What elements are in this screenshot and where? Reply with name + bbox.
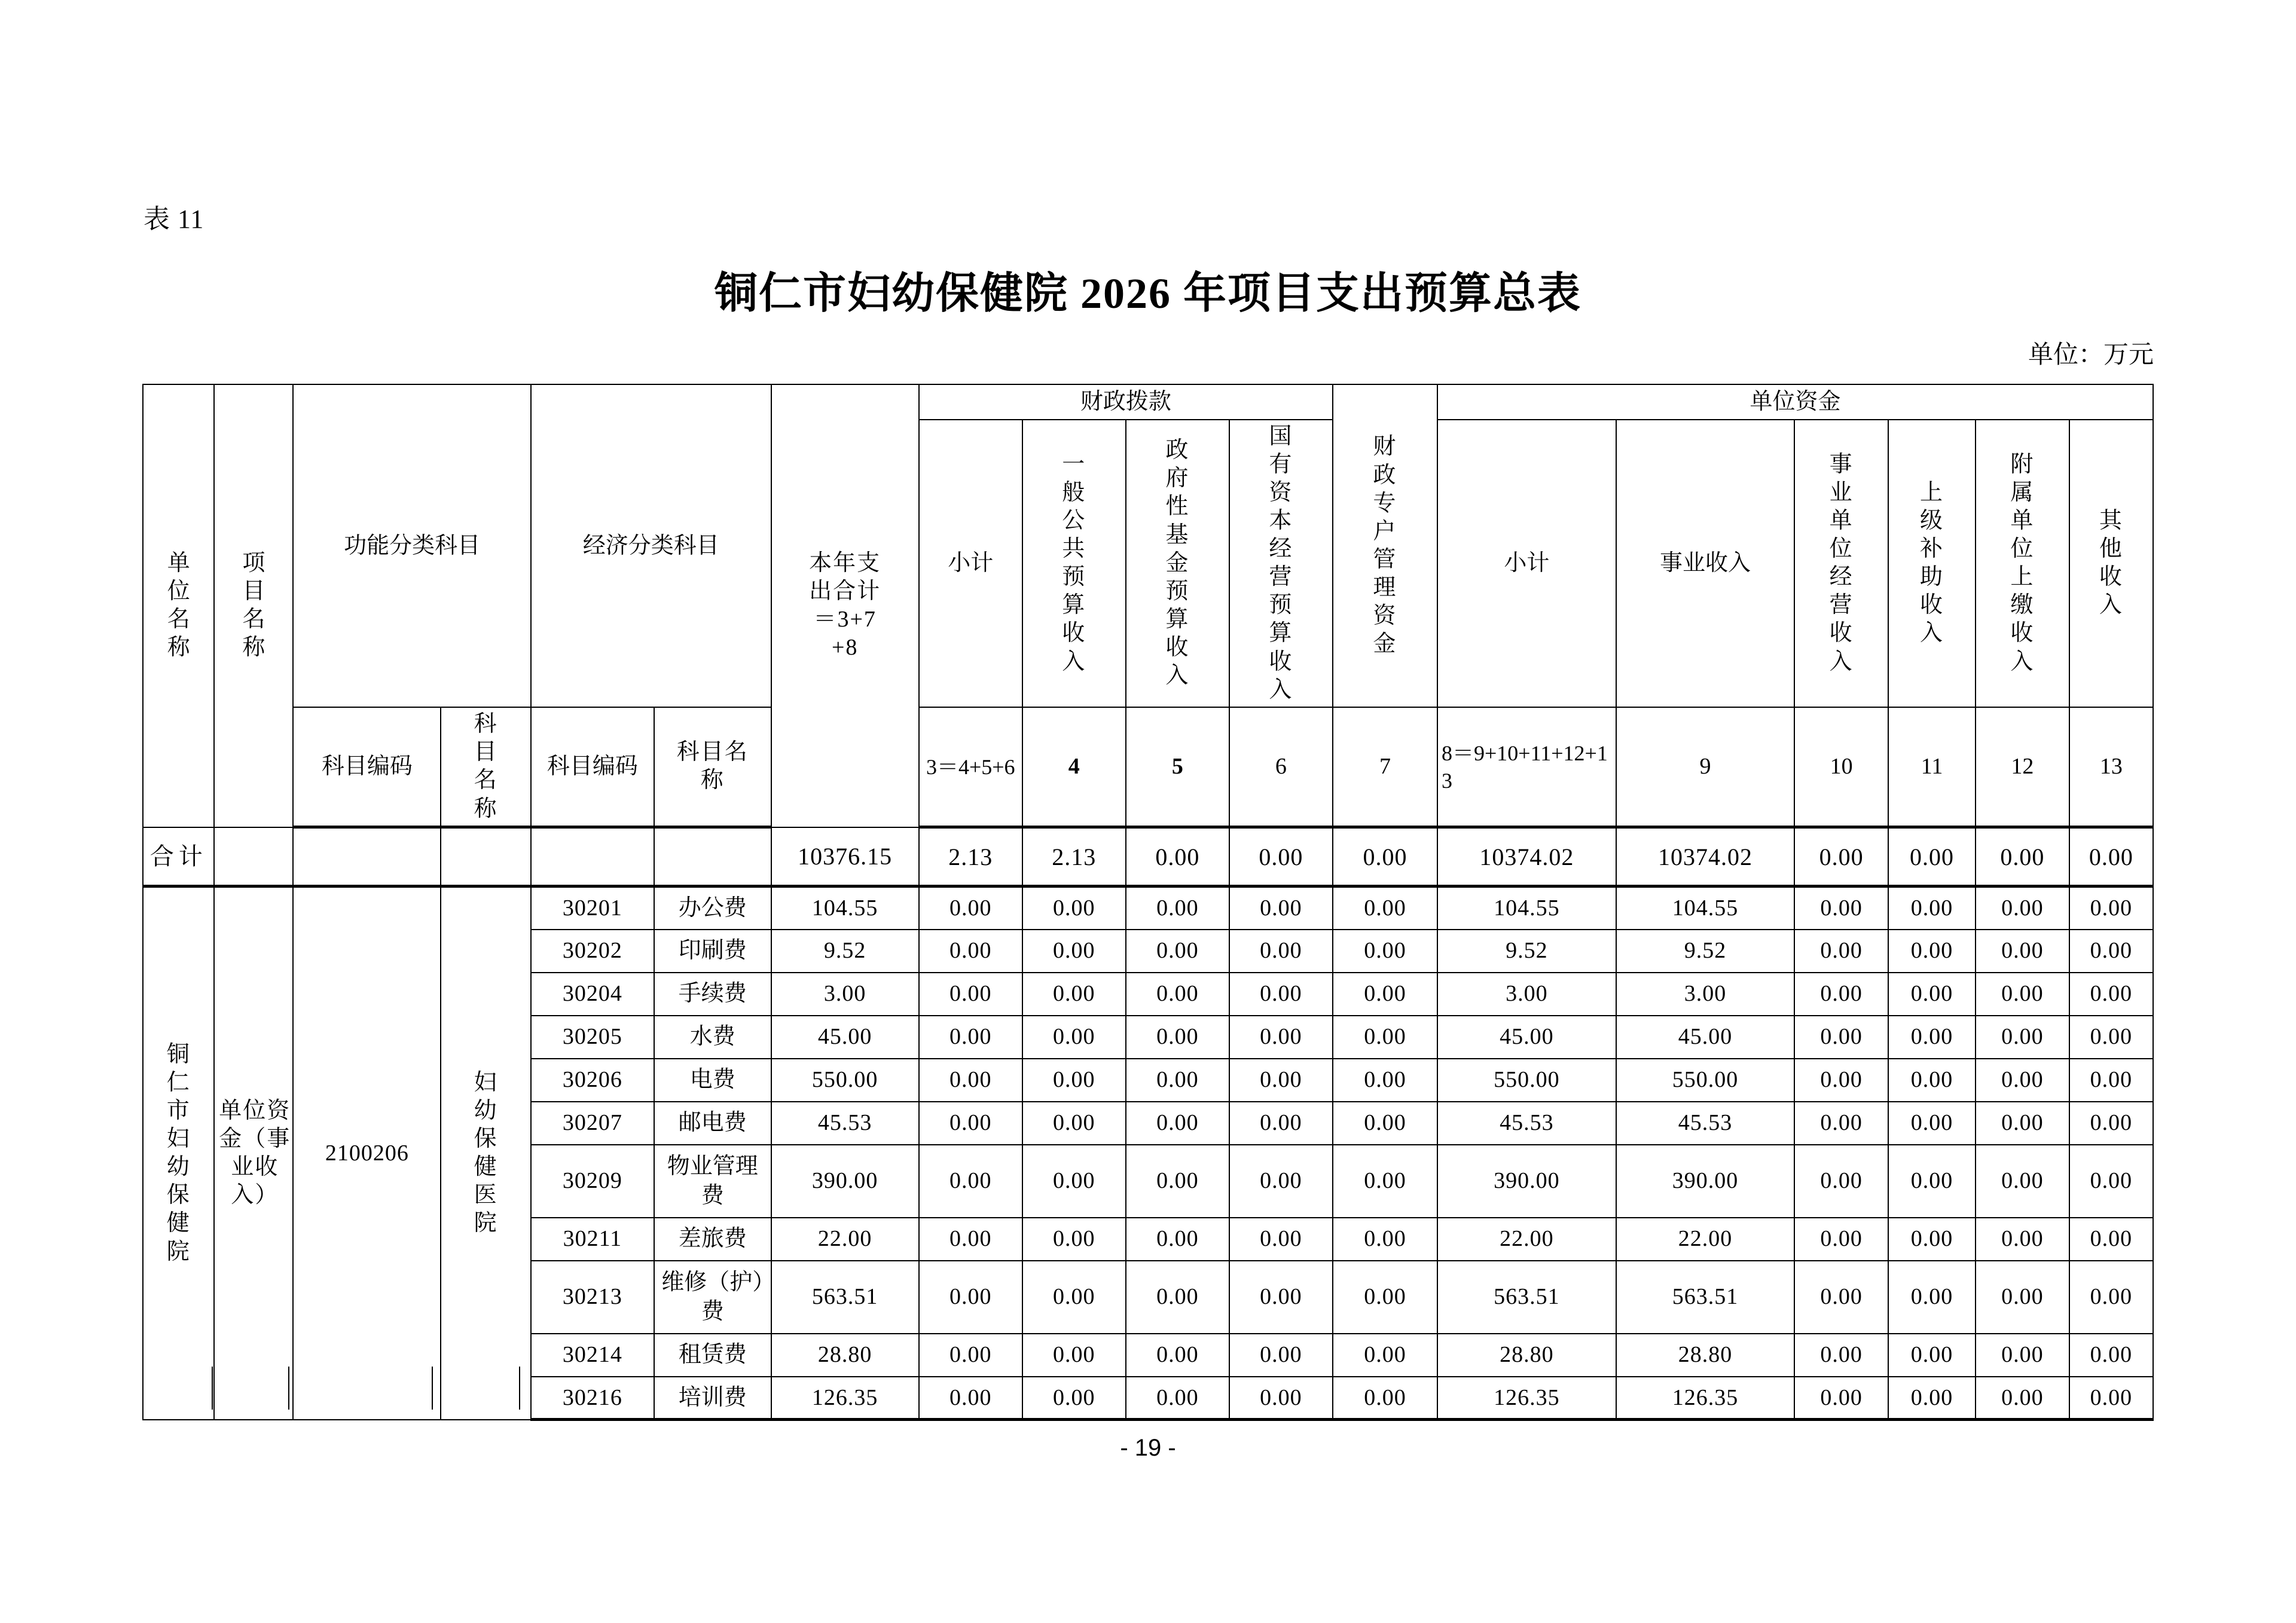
cell-econ-name: 邮电费 xyxy=(654,1102,771,1145)
cell-econ-name: 培训费 xyxy=(654,1377,771,1420)
cell-business-operating: 0.00 xyxy=(1794,1218,1888,1261)
cell-other-income: 0.00 xyxy=(2069,1334,2153,1377)
cell-superior-subsidy: 0.00 xyxy=(1888,1145,1976,1218)
cell-superior-subsidy: 0.00 xyxy=(1888,887,1976,930)
cell-other-income: 0.00 xyxy=(2069,973,2153,1016)
cell-state-capital: 0.00 xyxy=(1229,1334,1333,1377)
cell-business-income: 9.52 xyxy=(1616,930,1795,973)
cell-fiscal-subtotal: 0.00 xyxy=(919,1261,1022,1334)
th-fiscal-special xyxy=(1333,384,1437,707)
cell-econ-name: 物业管理费 xyxy=(654,1145,771,1218)
cell-business-income: 563.51 xyxy=(1616,1261,1795,1334)
cell-econ-name: 电费 xyxy=(654,1059,771,1102)
th-general-public-label: 一般公共预算收入 xyxy=(1062,451,1086,674)
cell-fiscal-special: 0.00 xyxy=(1333,1218,1437,1261)
th-group-fiscal-label: 财政拨款 xyxy=(1080,389,1171,414)
cell-state-capital: 0.00 xyxy=(1229,973,1333,1016)
cell-affiliated-paid: 0.00 xyxy=(1976,1102,2069,1145)
cell-econ-code: 30209 xyxy=(531,1145,654,1218)
cell-year-total: 45.00 xyxy=(771,1016,919,1059)
cell-econ-code: 30201 xyxy=(531,887,654,930)
cell-state-capital: 0.00 xyxy=(1229,1145,1333,1218)
cell-fiscal-subtotal: 0.00 xyxy=(919,1218,1022,1261)
cell-general-public: 0.00 xyxy=(1022,1218,1126,1261)
th-num-unit-subtotal: 8＝9+10+11+12+13 xyxy=(1437,707,1616,827)
cell-econ-name: 手续费 xyxy=(654,973,771,1016)
cell-year-total: 126.35 xyxy=(771,1377,919,1420)
total-row-year-total: 10376.15 xyxy=(771,827,919,887)
th-num-superior-subsidy: 11 xyxy=(1888,707,1976,827)
th-affiliated-paid-label: 附属单位上缴收入 xyxy=(2010,451,2035,674)
table-header xyxy=(143,384,2153,827)
th-num-fiscal-special: 7 xyxy=(1333,707,1437,827)
cell-general-public: 0.00 xyxy=(1022,930,1126,973)
cell-gov-fund: 0.00 xyxy=(1126,887,1229,930)
cell-affiliated-paid: 0.00 xyxy=(1976,1016,2069,1059)
cell-business-income: 390.00 xyxy=(1616,1145,1795,1218)
total-row-unit-subtotal: 10374.02 xyxy=(1437,827,1616,887)
cell-fiscal-special: 0.00 xyxy=(1333,973,1437,1016)
cell-other-income: 0.00 xyxy=(2069,1102,2153,1145)
th-num-business-operating: 10 xyxy=(1794,707,1888,827)
budget-table-wrap xyxy=(142,384,2154,1421)
header-row-numbering xyxy=(143,707,2153,827)
cell-econ-code: 30216 xyxy=(531,1377,654,1420)
cell-general-public: 0.00 xyxy=(1022,1145,1126,1218)
th-unit-name-label: 单位名称 xyxy=(167,550,191,661)
cell-econ-name: 水费 xyxy=(654,1016,771,1059)
th-business-operating xyxy=(1794,420,1888,708)
th-econ-name xyxy=(654,707,771,827)
th-fiscal-subtotal xyxy=(919,420,1022,708)
cell-unit-subtotal: 22.00 xyxy=(1437,1218,1616,1261)
th-econ-code-label: 科目编码 xyxy=(546,754,638,780)
table-body xyxy=(143,827,2153,1420)
total-row-fiscal-subtotal: 2.13 xyxy=(919,827,1022,887)
cell-business-operating: 0.00 xyxy=(1794,887,1888,930)
cell-econ-code: 30207 xyxy=(531,1102,654,1145)
cell-fiscal-special: 0.00 xyxy=(1333,1016,1437,1059)
th-affiliated-paid xyxy=(1976,420,2069,708)
cell-other-income: 0.00 xyxy=(2069,1377,2153,1420)
cell-unit-subtotal: 45.53 xyxy=(1437,1102,1616,1145)
cell-superior-subsidy: 0.00 xyxy=(1888,930,1976,973)
cell-unit-subtotal: 3.00 xyxy=(1437,973,1616,1016)
total-row-affiliated-paid: 0.00 xyxy=(1976,827,2069,887)
th-num-state-capital: 6 xyxy=(1229,707,1333,827)
cell-econ-code: 30204 xyxy=(531,973,654,1016)
unit-note: 单位：万元 xyxy=(2028,341,2154,369)
cell-other-income: 0.00 xyxy=(2069,887,2153,930)
total-row-function-name xyxy=(441,827,530,887)
stub-column-tails xyxy=(142,1367,818,1410)
cell-other-income: 0.00 xyxy=(2069,1145,2153,1218)
th-state-capital xyxy=(1229,420,1333,708)
page-title: 铜仁市妇幼保健院 2026 年项目支出预算总表 xyxy=(714,270,1581,317)
cell-year-total: 550.00 xyxy=(771,1059,919,1102)
cell-superior-subsidy: 0.00 xyxy=(1888,1102,1976,1145)
table-row xyxy=(143,887,2153,930)
cell-year-total: 45.53 xyxy=(771,1102,919,1145)
cell-econ-code: 30202 xyxy=(531,930,654,973)
th-general-public xyxy=(1022,420,1126,708)
th-group-economic-label: 经济分类科目 xyxy=(582,533,719,558)
cell-other-income: 0.00 xyxy=(2069,1261,2153,1334)
cell-gov-fund: 0.00 xyxy=(1126,930,1229,973)
cell-year-total: 9.52 xyxy=(771,930,919,973)
th-unit-subtotal-label: 小计 xyxy=(1504,551,1550,576)
cell-fiscal-special: 0.00 xyxy=(1333,1261,1437,1334)
cell-business-operating: 0.00 xyxy=(1794,973,1888,1016)
cell-gov-fund: 0.00 xyxy=(1126,1059,1229,1102)
cell-affiliated-paid: 0.00 xyxy=(1976,973,2069,1016)
th-business-income-label: 事业收入 xyxy=(1660,551,1751,576)
th-group-unit-funds-label: 单位资金 xyxy=(1750,389,1841,414)
cell-econ-code: 30213 xyxy=(531,1261,654,1334)
th-num-affiliated-paid: 12 xyxy=(1976,707,2069,827)
cell-project-name-label: 单位资金（事业收入） xyxy=(219,1098,291,1208)
cell-state-capital: 0.00 xyxy=(1229,887,1333,930)
cell-business-income: 126.35 xyxy=(1616,1377,1795,1420)
th-other-income-label: 其他收入 xyxy=(2099,508,2123,618)
th-superior-subsidy xyxy=(1888,420,1976,708)
cell-superior-subsidy: 0.00 xyxy=(1888,1377,1976,1420)
cell-econ-name: 维修（护）费 xyxy=(654,1261,771,1334)
th-unit-name xyxy=(143,384,214,827)
cell-fiscal-special: 0.00 xyxy=(1333,1145,1437,1218)
cell-general-public: 0.00 xyxy=(1022,1377,1126,1420)
cell-year-total: 390.00 xyxy=(771,1145,919,1218)
cell-econ-name: 办公费 xyxy=(654,887,771,930)
cell-econ-name: 差旅费 xyxy=(654,1218,771,1261)
th-num-other-income: 13 xyxy=(2069,707,2153,827)
cell-business-income: 22.00 xyxy=(1616,1218,1795,1261)
cell-econ-code: 30206 xyxy=(531,1059,654,1102)
cell-state-capital: 0.00 xyxy=(1229,1218,1333,1261)
cell-econ-name: 印刷费 xyxy=(654,930,771,973)
cell-year-total: 3.00 xyxy=(771,973,919,1016)
cell-superior-subsidy: 0.00 xyxy=(1888,973,1976,1016)
cell-function-name-label: 妇幼保健医院 xyxy=(474,1069,498,1236)
cell-business-operating: 0.00 xyxy=(1794,1059,1888,1102)
th-econ-name-label: 科目名称 xyxy=(676,739,749,793)
total-row-project-name xyxy=(214,827,293,887)
cell-unit-subtotal: 9.52 xyxy=(1437,930,1616,973)
cell-fiscal-special: 0.00 xyxy=(1333,930,1437,973)
cell-affiliated-paid: 0.00 xyxy=(1976,1377,2069,1420)
cell-affiliated-paid: 0.00 xyxy=(1976,887,2069,930)
cell-business-operating: 0.00 xyxy=(1794,1334,1888,1377)
cell-gov-fund: 0.00 xyxy=(1126,973,1229,1016)
cell-econ-code: 30211 xyxy=(531,1218,654,1261)
cell-other-income: 0.00 xyxy=(2069,930,2153,973)
cell-superior-subsidy: 0.00 xyxy=(1888,1218,1976,1261)
th-group-economic xyxy=(531,384,771,707)
cell-year-total: 563.51 xyxy=(771,1261,919,1334)
cell-business-income: 45.00 xyxy=(1616,1016,1795,1059)
cell-business-income: 28.80 xyxy=(1616,1334,1795,1377)
cell-fiscal-subtotal: 0.00 xyxy=(919,1377,1022,1420)
th-gov-fund xyxy=(1126,420,1229,708)
total-row-general-public: 2.13 xyxy=(1022,827,1126,887)
cell-unit-name xyxy=(143,887,214,1420)
cell-year-total: 104.55 xyxy=(771,887,919,930)
cell-fiscal-subtotal: 0.00 xyxy=(919,1334,1022,1377)
page-number: - 19 - xyxy=(1120,1435,1176,1461)
cell-state-capital: 0.00 xyxy=(1229,1059,1333,1102)
th-project-name xyxy=(214,384,293,827)
table-label: 表 11 xyxy=(144,204,204,234)
total-row-function-code xyxy=(293,827,441,887)
total-row-business-income: 10374.02 xyxy=(1616,827,1795,887)
cell-year-total: 22.00 xyxy=(771,1218,919,1261)
cell-function-code: 2100206 xyxy=(293,887,441,1420)
total-row-business-operating: 0.00 xyxy=(1794,827,1888,887)
cell-business-income: 45.53 xyxy=(1616,1102,1795,1145)
cell-superior-subsidy: 0.00 xyxy=(1888,1334,1976,1377)
th-fiscal-subtotal-label: 小计 xyxy=(948,551,994,576)
cell-fiscal-subtotal: 0.00 xyxy=(919,1059,1022,1102)
total-row-label: 合计 xyxy=(143,827,214,887)
cell-affiliated-paid: 0.00 xyxy=(1976,1218,2069,1261)
cell-project-name xyxy=(214,887,293,1420)
cell-general-public: 0.00 xyxy=(1022,1016,1126,1059)
cell-fiscal-subtotal: 0.00 xyxy=(919,1145,1022,1218)
cell-general-public: 0.00 xyxy=(1022,973,1126,1016)
cell-general-public: 0.00 xyxy=(1022,1059,1126,1102)
th-year-total-label: 本年支出合计＝3+7+8 xyxy=(809,550,881,661)
cell-unit-subtotal: 28.80 xyxy=(1437,1334,1616,1377)
cell-state-capital: 0.00 xyxy=(1229,1261,1333,1334)
cell-unit-subtotal: 563.51 xyxy=(1437,1261,1616,1334)
th-group-function xyxy=(293,384,531,707)
th-business-income xyxy=(1616,420,1795,708)
th-function-code-label: 科目编码 xyxy=(321,754,413,780)
cell-unit-subtotal: 104.55 xyxy=(1437,887,1616,930)
cell-affiliated-paid: 0.00 xyxy=(1976,1059,2069,1102)
cell-business-income: 550.00 xyxy=(1616,1059,1795,1102)
cell-fiscal-subtotal: 0.00 xyxy=(919,930,1022,973)
cell-unit-name-label: 铜仁市妇幼保健院 xyxy=(166,1041,191,1264)
th-other-income xyxy=(2069,420,2153,708)
cell-gov-fund: 0.00 xyxy=(1126,1261,1229,1334)
cell-affiliated-paid: 0.00 xyxy=(1976,1145,2069,1218)
cell-business-operating: 0.00 xyxy=(1794,1145,1888,1218)
th-superior-subsidy-label: 上级补助收入 xyxy=(1920,479,1944,646)
cell-econ-name: 租赁费 xyxy=(654,1334,771,1377)
cell-fiscal-special: 0.00 xyxy=(1333,1102,1437,1145)
th-function-code xyxy=(293,707,441,827)
cell-fiscal-special: 0.00 xyxy=(1333,1059,1437,1102)
cell-other-income: 0.00 xyxy=(2069,1059,2153,1102)
cell-econ-code: 30214 xyxy=(531,1334,654,1377)
cell-unit-subtotal: 550.00 xyxy=(1437,1059,1616,1102)
cell-econ-code: 30205 xyxy=(531,1016,654,1059)
th-year-total xyxy=(771,384,919,827)
th-group-function-label: 功能分类科目 xyxy=(344,533,481,558)
cell-other-income: 0.00 xyxy=(2069,1016,2153,1059)
cell-general-public: 0.00 xyxy=(1022,1102,1126,1145)
th-project-name-label: 项目名称 xyxy=(242,550,267,661)
th-gov-fund-label: 政府性基金预算收入 xyxy=(1165,438,1190,689)
cell-year-total: 28.80 xyxy=(771,1334,919,1377)
th-state-capital-label: 国有资本经营预算收入 xyxy=(1269,423,1293,702)
cell-business-operating: 0.00 xyxy=(1794,1377,1888,1420)
th-unit-subtotal xyxy=(1437,420,1616,708)
cell-general-public: 0.00 xyxy=(1022,1334,1126,1377)
cell-function-name xyxy=(441,887,530,1420)
cell-other-income: 0.00 xyxy=(2069,1218,2153,1261)
header-row-groups xyxy=(143,384,2153,420)
cell-fiscal-special: 0.00 xyxy=(1333,1377,1437,1420)
cell-fiscal-subtotal: 0.00 xyxy=(919,887,1022,930)
cell-affiliated-paid: 0.00 xyxy=(1976,1261,2069,1334)
cell-general-public: 0.00 xyxy=(1022,887,1126,930)
th-function-name-label: 科目名称 xyxy=(474,711,498,821)
cell-fiscal-subtotal: 0.00 xyxy=(919,1102,1022,1145)
total-row-fiscal-special: 0.00 xyxy=(1333,827,1437,887)
cell-gov-fund: 0.00 xyxy=(1126,1218,1229,1261)
cell-state-capital: 0.00 xyxy=(1229,1016,1333,1059)
cell-business-operating: 0.00 xyxy=(1794,930,1888,973)
cell-superior-subsidy: 0.00 xyxy=(1888,1261,1976,1334)
th-business-operating-label: 事业单位经营收入 xyxy=(1829,451,1854,674)
total-row-state-capital: 0.00 xyxy=(1229,827,1333,887)
cell-state-capital: 0.00 xyxy=(1229,1377,1333,1420)
th-num-gov-fund: 5 xyxy=(1126,707,1229,827)
cell-unit-subtotal: 390.00 xyxy=(1437,1145,1616,1218)
total-row xyxy=(143,827,2153,887)
cell-unit-subtotal: 45.00 xyxy=(1437,1016,1616,1059)
cell-business-operating: 0.00 xyxy=(1794,1261,1888,1334)
total-row-superior-subsidy: 0.00 xyxy=(1888,827,1976,887)
cell-fiscal-special: 0.00 xyxy=(1333,887,1437,930)
th-group-unit-funds xyxy=(1437,384,2153,420)
cell-affiliated-paid: 0.00 xyxy=(1976,1334,2069,1377)
budget-table xyxy=(142,384,2154,1421)
th-function-name xyxy=(441,707,530,827)
cell-superior-subsidy: 0.00 xyxy=(1888,1059,1976,1102)
cell-gov-fund: 0.00 xyxy=(1126,1016,1229,1059)
cell-state-capital: 0.00 xyxy=(1229,1102,1333,1145)
total-row-gov-fund: 0.00 xyxy=(1126,827,1229,887)
cell-superior-subsidy: 0.00 xyxy=(1888,1016,1976,1059)
th-group-fiscal xyxy=(919,384,1333,420)
th-num-fiscal-subtotal: 3＝4+5+6 xyxy=(919,707,1022,827)
cell-gov-fund: 0.00 xyxy=(1126,1145,1229,1218)
cell-unit-subtotal: 126.35 xyxy=(1437,1377,1616,1420)
cell-general-public: 0.00 xyxy=(1022,1261,1126,1334)
th-fiscal-special-label: 财政专户管理资金 xyxy=(1373,434,1397,657)
cell-fiscal-subtotal: 0.00 xyxy=(919,973,1022,1016)
th-num-business-income: 9 xyxy=(1616,707,1795,827)
cell-gov-fund: 0.00 xyxy=(1126,1377,1229,1420)
cell-business-operating: 0.00 xyxy=(1794,1016,1888,1059)
total-row-other-income: 0.00 xyxy=(2069,827,2153,887)
cell-gov-fund: 0.00 xyxy=(1126,1102,1229,1145)
cell-business-operating: 0.00 xyxy=(1794,1102,1888,1145)
cell-state-capital: 0.00 xyxy=(1229,930,1333,973)
cell-fiscal-subtotal: 0.00 xyxy=(919,1016,1022,1059)
total-row-econ-name xyxy=(654,827,771,887)
total-row-econ-code xyxy=(531,827,654,887)
th-econ-code xyxy=(531,707,654,827)
cell-business-income: 3.00 xyxy=(1616,973,1795,1016)
cell-fiscal-special: 0.00 xyxy=(1333,1334,1437,1377)
th-num-general-public: 4 xyxy=(1022,707,1126,827)
cell-affiliated-paid: 0.00 xyxy=(1976,930,2069,973)
cell-business-income: 104.55 xyxy=(1616,887,1795,930)
cell-gov-fund: 0.00 xyxy=(1126,1334,1229,1377)
